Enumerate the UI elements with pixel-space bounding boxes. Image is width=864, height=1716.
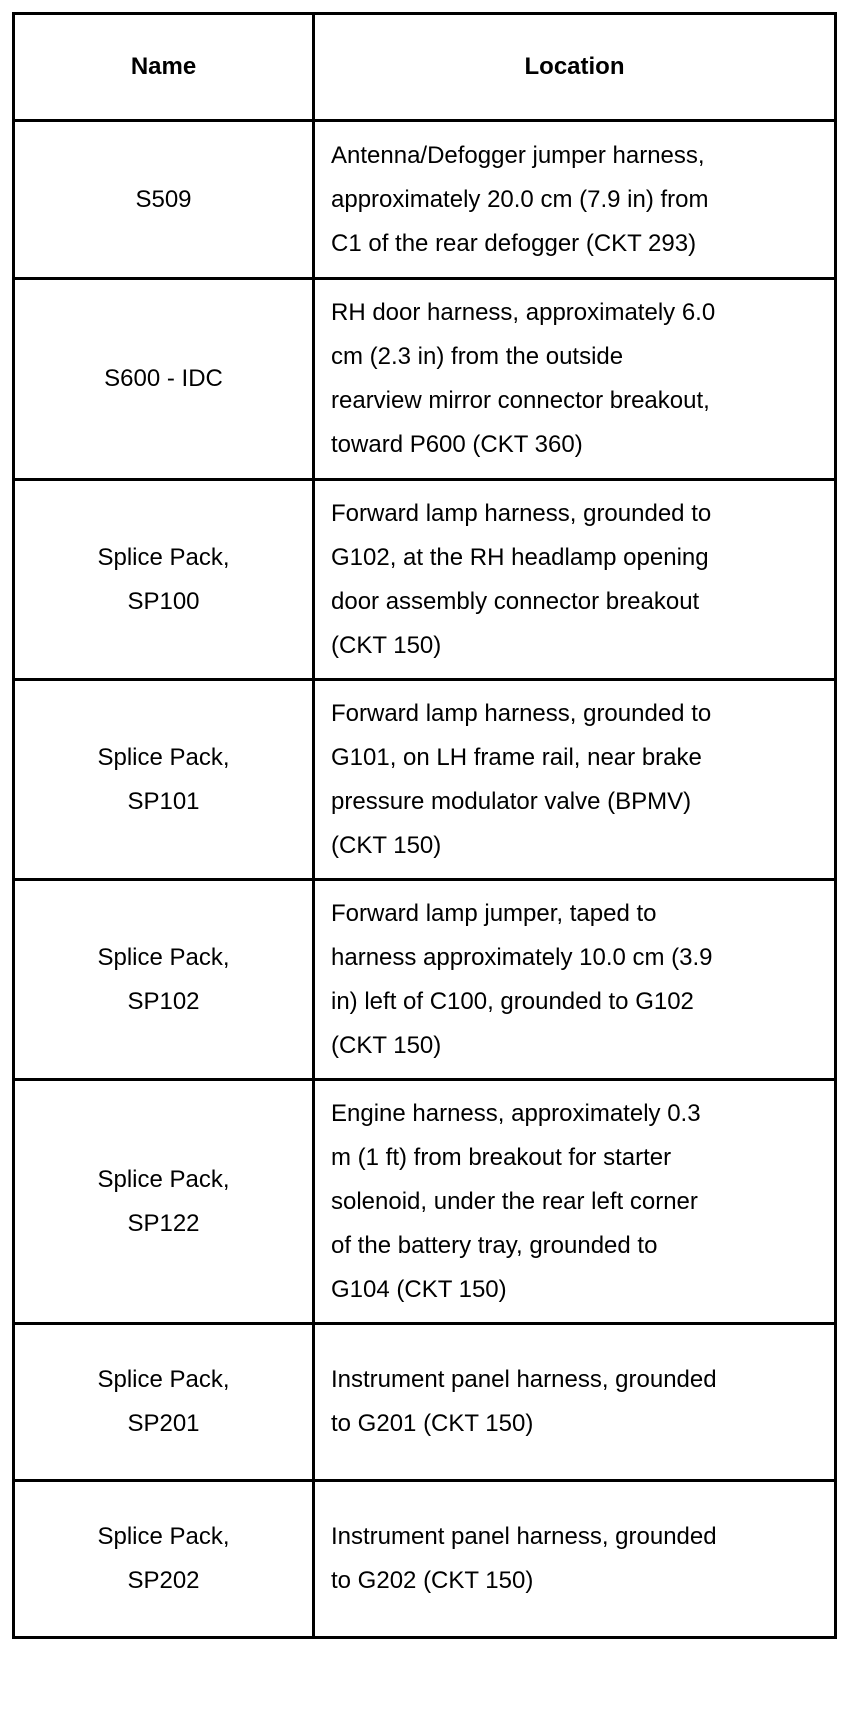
name-cell (14, 279, 314, 480)
name-line: SP201 (127, 1410, 200, 1437)
name-cell (14, 121, 314, 279)
name-line: SP100 (127, 587, 200, 615)
table-row (14, 121, 836, 279)
name-line: SP202 (127, 1567, 200, 1594)
name-line: Splice Pack, (97, 1165, 230, 1193)
name-cell (14, 1080, 314, 1324)
header-location: Location (314, 14, 836, 121)
name-line: Splice Pack, (97, 1366, 230, 1393)
name-line: SP101 (127, 787, 200, 815)
header-row (14, 14, 836, 121)
location-cell: RH door harness, approximately 6.0 cm (2.3 in) from the outside rearview mirror connector breakout, toward P600 (CKT 360) (314, 279, 836, 480)
table-row (14, 1080, 836, 1324)
splice-location-table (12, 12, 837, 1639)
name-line: Splice Pack, (97, 743, 230, 771)
name-line: S509 (135, 185, 192, 213)
location-cell: Forward lamp jumper, taped to harness approximately 10.0 cm (3.9 in) left of C100, grounded to G102 (CKT 150) (314, 880, 836, 1080)
header-name: Name (14, 14, 314, 121)
location-cell: Forward lamp harness, grounded to G102, at the RH headlamp opening door assembly connector breakout (CKT 150) (314, 480, 836, 680)
location-cell: Engine harness, approximately 0.3 m (1 ft) from breakout for starter solenoid, under the rear left corner of the battery tray, grounded to G104 (CKT 150) (314, 1080, 836, 1324)
name-line: S600 - IDC (104, 365, 223, 392)
name-line: Splice Pack, (97, 1523, 230, 1550)
table-row (14, 1481, 836, 1638)
table-row (14, 880, 836, 1080)
table-row (14, 279, 836, 480)
name-cell (14, 680, 314, 880)
name-line: SP102 (127, 987, 200, 1015)
location-cell: Instrument panel harness, grounded to G201 (CKT 150) (314, 1324, 836, 1481)
table-row (14, 1324, 836, 1481)
table-row (14, 680, 836, 880)
name-cell (14, 1324, 314, 1481)
name-line: SP122 (127, 1209, 200, 1237)
name-cell (14, 480, 314, 680)
table-row (14, 480, 836, 680)
name-cell (14, 880, 314, 1080)
name-cell (14, 1481, 314, 1638)
location-cell: Instrument panel harness, grounded to G202 (CKT 150) (314, 1481, 836, 1638)
location-cell: Forward lamp harness, grounded to G101, on LH frame rail, near brake pressure modulator valve (BPMV) (CKT 150) (314, 680, 836, 880)
location-cell: Antenna/Defogger jumper harness, approximately 20.0 cm (7.9 in) from C1 of the rear defogger (CKT 293) (314, 121, 836, 279)
name-line: Splice Pack, (97, 543, 230, 571)
name-line: Splice Pack, (97, 943, 230, 971)
